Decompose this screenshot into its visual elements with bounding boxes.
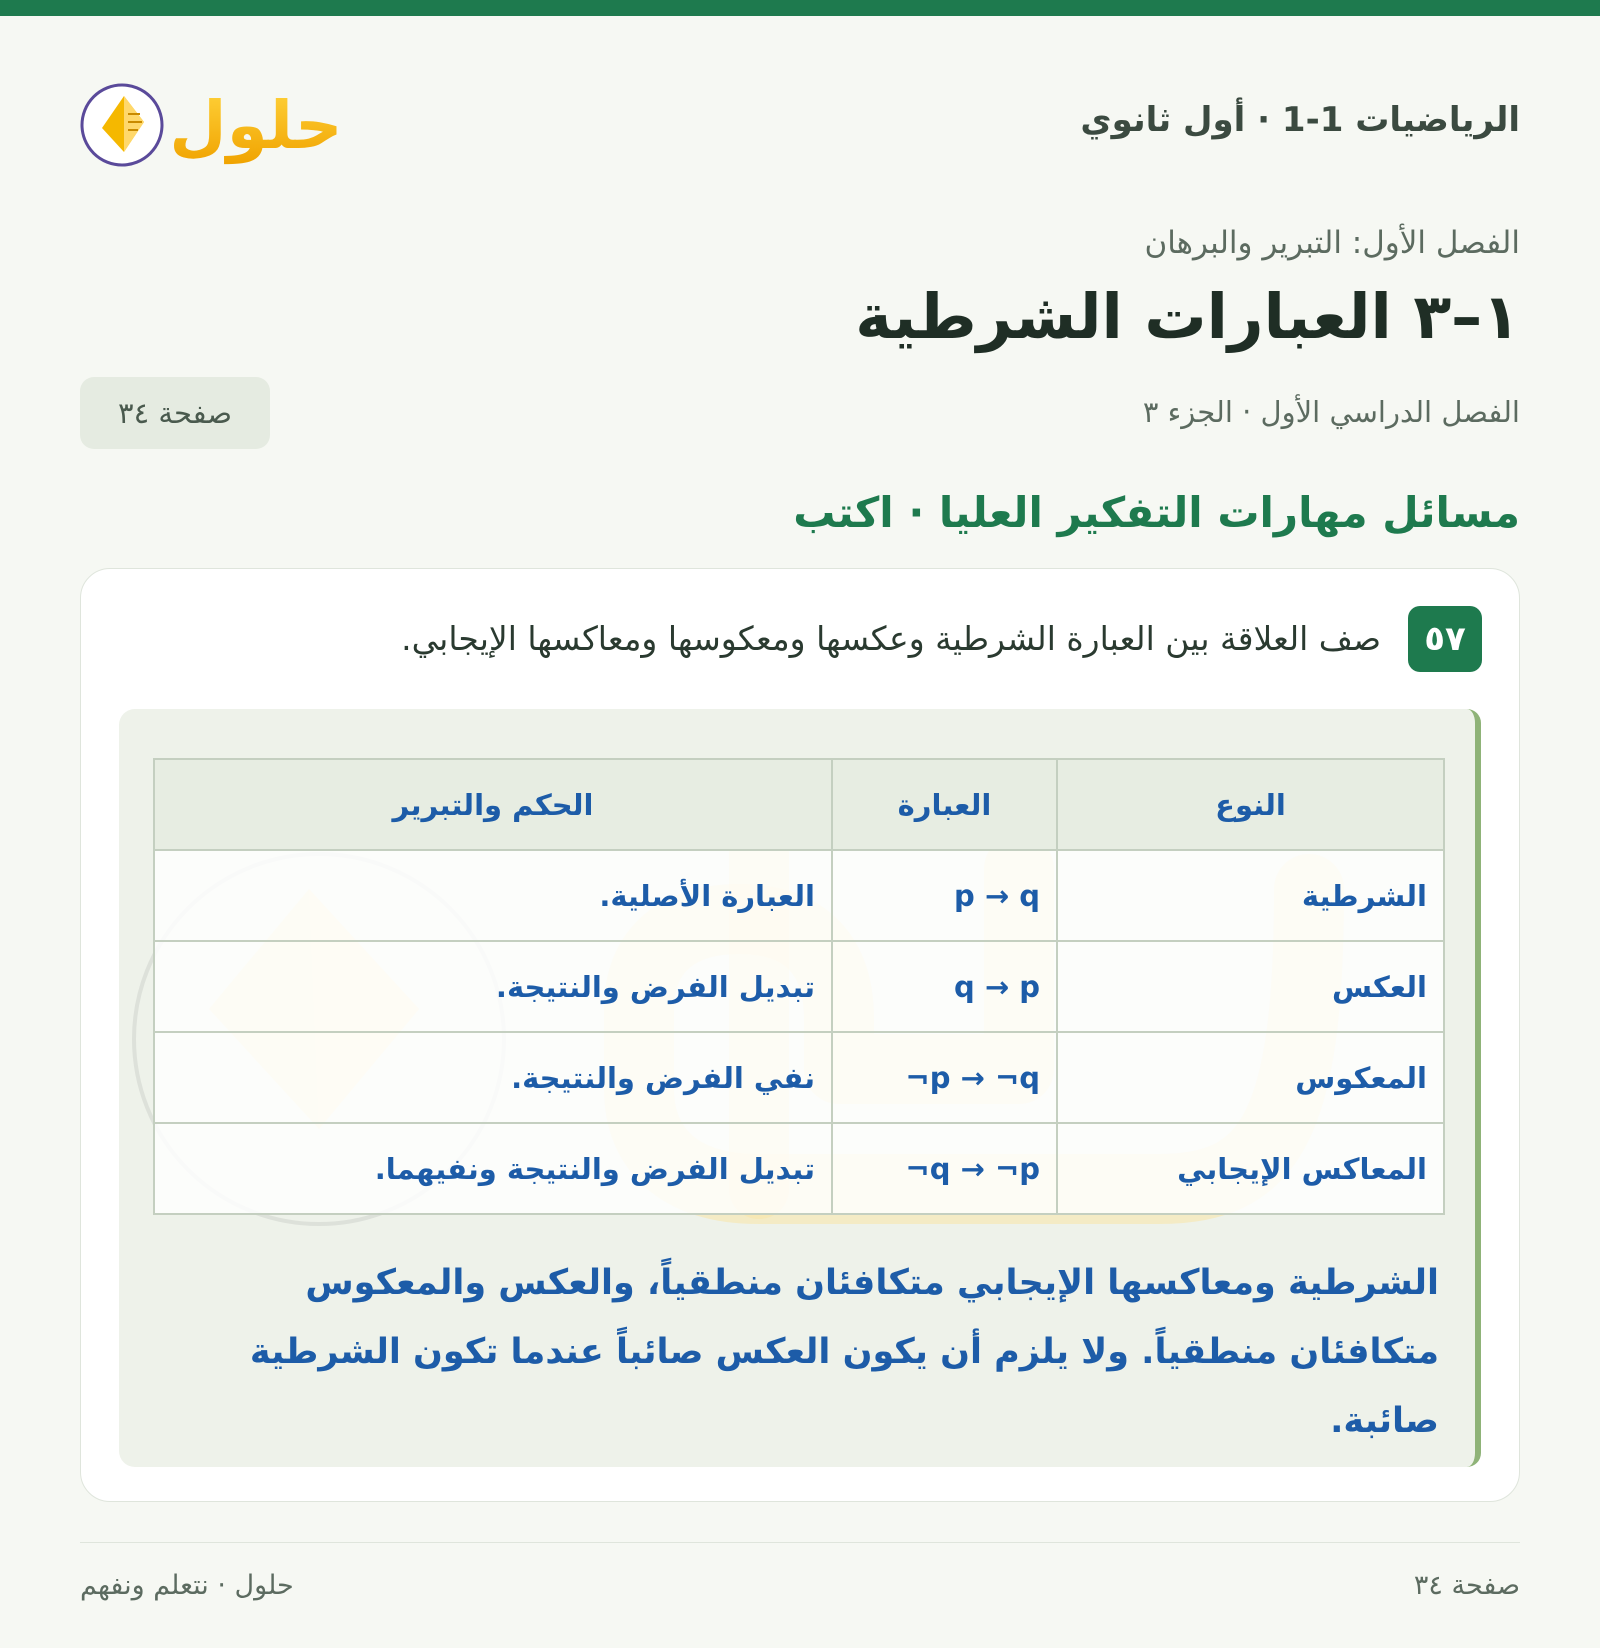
- table-row: [154, 1032, 1444, 1123]
- table-header-row: [154, 759, 1444, 850]
- chapter-label: الفصل الأول: التبرير والبرهان: [1144, 225, 1520, 261]
- section-title: مسائل مهارات التفكير العليا · اكتب: [793, 488, 1520, 537]
- row-expression: p → q: [832, 850, 1057, 941]
- question-card: [80, 568, 1520, 1502]
- row-expression: ¬p → ¬q: [832, 1032, 1057, 1123]
- top-accent-bar: [0, 0, 1600, 16]
- header-type: النوع: [1057, 759, 1444, 850]
- term-label: الفصل الدراسي الأول · الجزء ٣: [1142, 395, 1520, 429]
- question-text: صف العلاقة بين العبارة الشرطية وعكسها ومعكوسها ومعاكسها الإيجابي.: [401, 619, 1381, 658]
- row-expression: q → p: [832, 941, 1057, 1032]
- footer-page-number: صفحة ٣٤: [1413, 1570, 1520, 1601]
- answer-conclusion: الشرطية ومعاكسها الإيجابي متكافئان منطقياً، والعكس والمعكوس متكافئان منطقياً. ولا يلزم أن يكون العكس صائباً عندما تكون الشرطية صائبة.: [249, 1263, 1439, 1441]
- question-number-badge: ٥٧: [1408, 606, 1482, 672]
- row-type: العكس: [1057, 941, 1444, 1032]
- answer-box: [119, 709, 1481, 1467]
- row-type: المعكوس: [1057, 1032, 1444, 1123]
- subject-label: الرياضيات 1-1 · أول ثانوي: [1080, 100, 1520, 140]
- table-row: [154, 941, 1444, 1032]
- page-badge: صفحة ٣٤: [80, 377, 270, 449]
- table-row: [154, 850, 1444, 941]
- hulul-logo[interactable]: [80, 70, 370, 180]
- lesson-title: ١–٣ العبارات الشرطية: [855, 280, 1520, 353]
- logo-wordmark: حلول: [169, 87, 343, 164]
- row-note: العبارة الأصلية.: [154, 850, 832, 941]
- footer-brand: حلول · نتعلم ونفهم: [80, 1570, 294, 1601]
- row-note: تبديل الفرض والنتيجة.: [154, 941, 832, 1032]
- relations-table: [153, 758, 1445, 1215]
- table-row: [154, 1123, 1444, 1214]
- row-type: الشرطية: [1057, 850, 1444, 941]
- row-note: تبديل الفرض والنتيجة ونفيهما.: [154, 1123, 832, 1214]
- row-note: نفي الفرض والنتيجة.: [154, 1032, 832, 1123]
- header-expression: العبارة: [832, 759, 1057, 850]
- header-judgement: الحكم والتبرير: [154, 759, 832, 850]
- page-header: [80, 70, 1520, 180]
- footer-divider: [80, 1542, 1520, 1543]
- row-expression: ¬q → ¬p: [832, 1123, 1057, 1214]
- row-type: المعاكس الإيجابي: [1057, 1123, 1444, 1214]
